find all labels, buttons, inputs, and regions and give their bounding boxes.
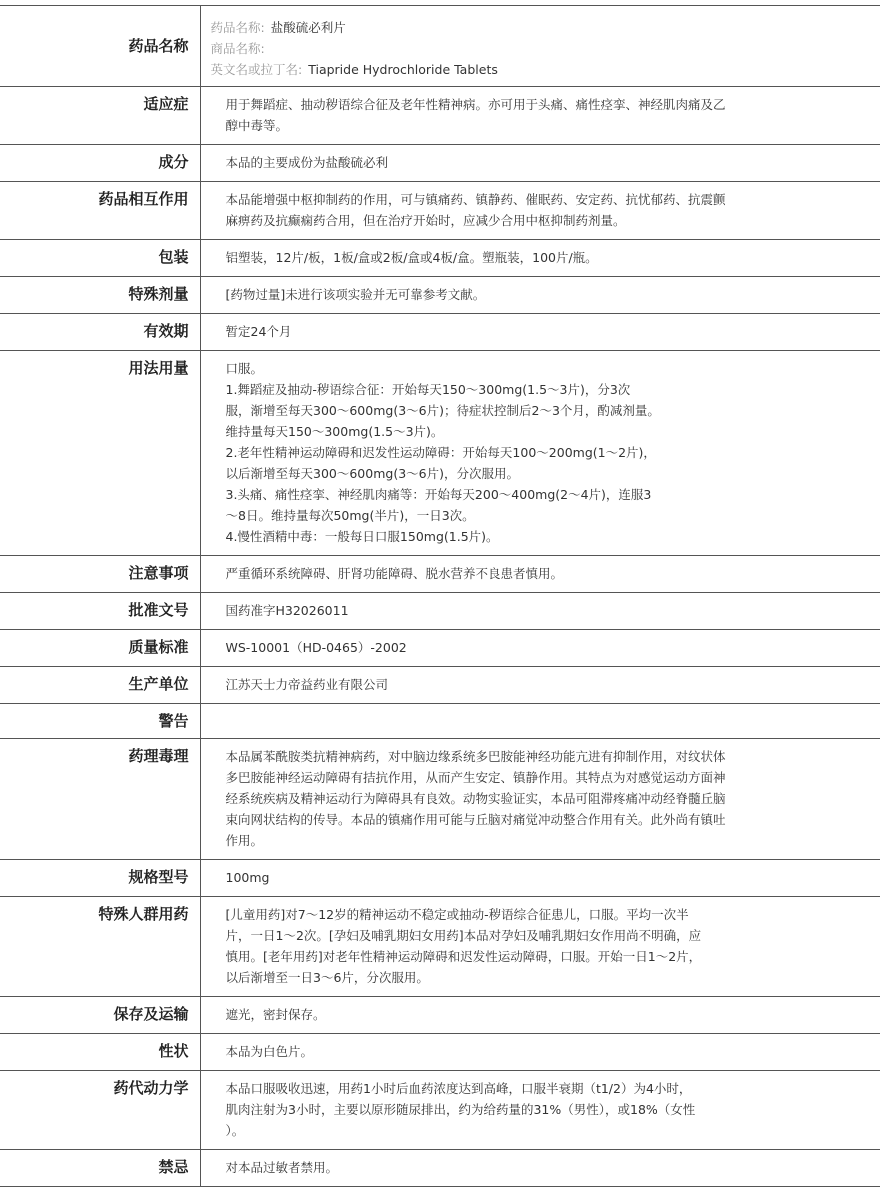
row-quality-standard xyxy=(0,630,880,667)
pharmacokinetics-text-line: 本品口服吸收迅速，用药1小时后血药浓度达到高峰，口服半衰期（t1/2）为4小时， xyxy=(225,1081,692,1096)
pharmacology-text-line: 作用。 xyxy=(225,833,264,848)
row-special-populations xyxy=(0,897,880,997)
value-specification xyxy=(200,860,880,897)
label-contraindications: 禁忌 xyxy=(0,1150,200,1187)
value-pharmacology xyxy=(200,739,880,860)
value-pharmacokinetics xyxy=(200,1071,880,1150)
generic-name-value: 盐酸硫必利片 xyxy=(270,20,346,35)
row-specification xyxy=(0,860,880,897)
label-warning: 警告 xyxy=(0,704,200,739)
indications-text-line: 用于舞蹈症、抽动秽语综合征及老年性精神病。亦可用于头痛、痛性痉挛、神经肌肉痛及乙 xyxy=(225,97,726,112)
special-populations-text-line: 片，一日1～2次。[孕妇及哺乳期妇女用药]本品对孕妇及哺乳期妇女作用尚不明确，应 xyxy=(225,928,702,943)
english-name-value: Tiapride Hydrochloride Tablets xyxy=(308,62,498,77)
value-ingredients xyxy=(200,145,880,182)
english-name-key: 英文名或拉丁名: xyxy=(210,62,303,77)
value-appearance xyxy=(200,1034,880,1071)
english-name-line xyxy=(211,59,871,80)
label-shelf-life: 有效期 xyxy=(0,314,200,351)
row-contraindications xyxy=(0,1150,880,1187)
label-appearance: 性状 xyxy=(0,1034,200,1071)
row-dosage xyxy=(0,351,880,556)
label-approval-number: 批准文号 xyxy=(0,593,200,630)
value-packaging xyxy=(200,240,880,277)
row-approval-number xyxy=(0,593,880,630)
packaging-text-line: 铝塑装，12片/板，1板/盒或2板/盒或4板/盒。塑瓶装，100片/瓶。 xyxy=(225,250,598,265)
appearance-text-line: 本品为白色片。 xyxy=(225,1044,314,1059)
precautions-text-line: 严重循环系统障碍、肝肾功能障碍、脱水营养不良患者慎用。 xyxy=(225,566,564,581)
dosage-text-line: 维持量每天150～300mg(1.5～3片)。 xyxy=(225,424,444,439)
trade-name-line xyxy=(211,38,871,59)
pharmacology-text-line: 多巴胺能神经运动障碍有拮抗作用，从而产生安定、镇静作用。其特点为对感觉运动方面神 xyxy=(225,770,726,785)
manufacturer-text-line: 江苏天士力帝益药业有限公司 xyxy=(225,677,389,692)
generic-name-key: 药品名称: xyxy=(210,20,265,35)
pharmacology-text-line: 本品属苯酰胺类抗精神病药，对中脑边缘系统多巴胺能神经功能亢进有抑制作用，对纹状体 xyxy=(225,749,726,764)
dosage-text-line: 服，渐增至每天300～600mg(3～6片)；待症状控制后2～3个月，酌减剂量。 xyxy=(225,403,660,418)
label-pharmacology: 药理毒理 xyxy=(0,739,200,860)
special-populations-text-line: 慎用。[老年用药]对老年性精神运动障碍和迟发性运动障碍，口服。开始一日1～2片， xyxy=(225,949,702,964)
label-special-populations: 特殊人群用药 xyxy=(0,897,200,997)
drug-info-table xyxy=(0,5,880,1187)
row-pharmacokinetics xyxy=(0,1071,880,1150)
label-pharmacokinetics: 药代动力学 xyxy=(0,1071,200,1150)
value-shelf-life xyxy=(200,314,880,351)
special-populations-text-line: [儿童用药]对7～12岁的精神运动不稳定或抽动-秽语综合征患儿，口服。平均一次半 xyxy=(225,907,689,922)
dosage-text-line: 4.慢性酒精中毒：一般每日口服150mg(1.5片)。 xyxy=(225,529,499,544)
interactions-text-line: 本品能增强中枢抑制药的作用，可与镇痛药、镇静药、催眠药、安定药、抗忧郁药、抗震颤 xyxy=(225,192,726,207)
specification-text-line: 100mg xyxy=(225,870,270,885)
value-interactions xyxy=(200,182,880,240)
label-dosage: 用法用量 xyxy=(0,351,200,556)
storage-text-line: 遮光，密封保存。 xyxy=(225,1007,326,1022)
label-ingredients: 成分 xyxy=(0,145,200,182)
label-quality-standard: 质量标准 xyxy=(0,630,200,667)
row-drug-name xyxy=(0,6,880,87)
row-appearance xyxy=(0,1034,880,1071)
overdose-text-line: [药物过量]未进行该项实验并无可靠参考文献。 xyxy=(225,287,486,302)
row-shelf-life xyxy=(0,314,880,351)
label-interactions: 药品相互作用 xyxy=(0,182,200,240)
label-specification: 规格型号 xyxy=(0,860,200,897)
contraindications-text-line: 对本品过敏者禁用。 xyxy=(225,1160,339,1175)
row-packaging xyxy=(0,240,880,277)
label-precautions: 注意事项 xyxy=(0,556,200,593)
value-approval-number xyxy=(200,593,880,630)
label-indications: 适应症 xyxy=(0,87,200,145)
label-storage: 保存及运输 xyxy=(0,997,200,1034)
value-quality-standard xyxy=(200,630,880,667)
row-pharmacology xyxy=(0,739,880,860)
row-indications xyxy=(0,87,880,145)
row-storage xyxy=(0,997,880,1034)
generic-name-line xyxy=(211,17,871,38)
value-storage xyxy=(200,997,880,1034)
dosage-text-line: 以后渐增至每天300～600mg(3～6片)，分次服用。 xyxy=(225,466,519,481)
shelf-life-text-line: 暂定24个月 xyxy=(225,324,292,339)
value-special-populations xyxy=(200,897,880,997)
dosage-text-line: 1.舞蹈症及抽动-秽语综合征：开始每天150～300mg(1.5～3片)，分3次 xyxy=(225,382,631,397)
label-overdose: 特殊剂量 xyxy=(0,277,200,314)
ingredients-text-line: 本品的主要成份为盐酸硫必利 xyxy=(225,155,389,170)
value-dosage xyxy=(200,351,880,556)
dosage-text-line: 口服。 xyxy=(225,361,264,376)
row-manufacturer xyxy=(0,667,880,704)
value-indications xyxy=(200,87,880,145)
pharmacokinetics-text-line: 肌肉注射为3小时，主要以原形随尿排出，约为给药量的31%（男性），或18%（女性 xyxy=(225,1102,696,1117)
label-manufacturer: 生产单位 xyxy=(0,667,200,704)
dosage-text-line: 3.头痛、痛性痉挛、神经肌肉痛等：开始每天200～400mg(2～4片)，连服3 xyxy=(225,487,652,502)
row-overdose xyxy=(0,277,880,314)
approval-number-text-line: 国药准字H32026011 xyxy=(225,603,349,618)
row-warning xyxy=(0,704,880,739)
value-warning xyxy=(200,704,880,739)
value-drug-name xyxy=(200,6,880,87)
label-packaging: 包装 xyxy=(0,240,200,277)
trade-name-key: 商品名称: xyxy=(210,41,265,56)
value-overdose xyxy=(200,277,880,314)
pharmacology-text-line: 束向网状结构的传导。本品的镇痛作用可能与丘脑对痛觉冲动整合作用有关。此外尚有镇吐 xyxy=(225,812,726,827)
section-rows xyxy=(0,87,880,1187)
quality-standard-text-line: WS-10001（HD-0465）-2002 xyxy=(225,640,407,655)
row-interactions xyxy=(0,182,880,240)
dosage-text-line: ～8日。维持量每次50mg(半片)，一日3次。 xyxy=(225,508,475,523)
row-precautions xyxy=(0,556,880,593)
special-populations-text-line: 以后渐增至一日3～6片，分次服用。 xyxy=(225,970,429,985)
value-precautions xyxy=(200,556,880,593)
value-manufacturer xyxy=(200,667,880,704)
row-ingredients xyxy=(0,145,880,182)
pharmacokinetics-text-line: ）。 xyxy=(225,1123,245,1138)
label-drug-name: 药品名称 xyxy=(0,6,200,87)
dosage-text-line: 2.老年性精神运动障碍和迟发性运动障碍：开始每天100～200mg(1～2片)， xyxy=(225,445,656,460)
interactions-text-line: 麻痹药及抗癫痫药合用，但在治疗开始时，应减少合用中枢抑制药剂量。 xyxy=(225,213,626,228)
pharmacology-text-line: 经系统疾病及精神运动行为障碍具有良效。动物实验证实，本品可阻滞疼痛冲动经脊髓丘脑 xyxy=(225,791,726,806)
value-contraindications xyxy=(200,1150,880,1187)
indications-text-line: 醇中毒等。 xyxy=(225,118,289,133)
